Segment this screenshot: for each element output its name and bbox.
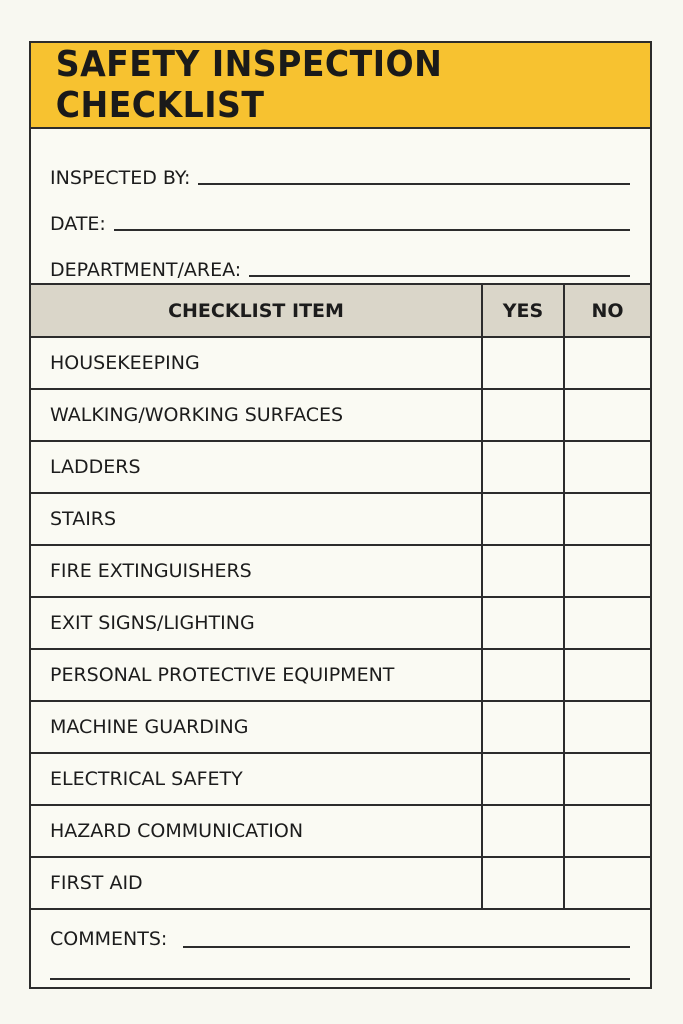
header-no: NO [564, 285, 650, 337]
table-header-row [31, 285, 650, 337]
table-row [31, 805, 650, 857]
no-checkbox[interactable] [564, 389, 650, 441]
inspected-by-label: INSPECTED BY: [50, 167, 191, 189]
no-checkbox[interactable] [564, 753, 650, 805]
item-label: PERSONAL PROTECTIVE EQUIPMENT [31, 649, 482, 701]
no-checkbox[interactable] [564, 701, 650, 753]
item-label: WALKING/WORKING SURFACES [31, 389, 482, 441]
form-title: SAFETY INSPECTION CHECKLIST [55, 44, 443, 126]
yes-checkbox[interactable] [482, 545, 564, 597]
no-checkbox[interactable] [564, 857, 650, 909]
checklist-table [31, 285, 650, 910]
yes-checkbox[interactable] [482, 857, 564, 909]
yes-checkbox[interactable] [482, 493, 564, 545]
comments-label: COMMENTS: [50, 928, 168, 950]
item-label: ELECTRICAL SAFETY [31, 753, 482, 805]
no-checkbox[interactable] [564, 649, 650, 701]
item-label: HAZARD COMMUNICATION [31, 805, 482, 857]
yes-checkbox[interactable] [482, 805, 564, 857]
no-checkbox[interactable] [564, 545, 650, 597]
item-label: FIRE EXTINGUISHERS [31, 545, 482, 597]
inspected-by-row [50, 149, 630, 191]
department-field[interactable] [249, 275, 630, 277]
header-fields [31, 129, 650, 285]
yes-checkbox[interactable] [482, 753, 564, 805]
yes-checkbox[interactable] [482, 649, 564, 701]
comments-row [50, 926, 630, 950]
yes-checkbox[interactable] [482, 441, 564, 493]
item-label: FIRST AID [31, 857, 482, 909]
table-row [31, 389, 650, 441]
date-field[interactable] [114, 229, 630, 231]
comments-field[interactable] [183, 946, 630, 948]
table-row [31, 649, 650, 701]
department-label: DEPARTMENT/AREA: [50, 259, 242, 281]
table-row [31, 753, 650, 805]
date-label: DATE: [50, 213, 106, 235]
table-row [31, 337, 650, 389]
date-row [50, 191, 630, 237]
header-yes: YES [482, 285, 564, 337]
department-row [50, 237, 630, 283]
table-row [31, 597, 650, 649]
yes-checkbox[interactable] [482, 389, 564, 441]
yes-checkbox[interactable] [482, 701, 564, 753]
yes-checkbox[interactable] [482, 337, 564, 389]
no-checkbox[interactable] [564, 805, 650, 857]
item-label: STAIRS [31, 493, 482, 545]
header-checklist-item: CHECKLIST ITEM [31, 285, 482, 337]
no-checkbox[interactable] [564, 441, 650, 493]
item-label: HOUSEKEEPING [31, 337, 482, 389]
inspected-by-field[interactable] [198, 183, 630, 185]
table-row [31, 545, 650, 597]
table-row [31, 441, 650, 493]
no-checkbox[interactable] [564, 597, 650, 649]
comments-section [31, 910, 650, 980]
no-checkbox[interactable] [564, 493, 650, 545]
no-checkbox[interactable] [564, 337, 650, 389]
item-label: LADDERS [31, 441, 482, 493]
yes-checkbox[interactable] [482, 597, 564, 649]
item-label: MACHINE GUARDING [31, 701, 482, 753]
table-row [31, 857, 650, 909]
table-row [31, 493, 650, 545]
table-row [31, 701, 650, 753]
comments-field-line-2[interactable] [50, 978, 630, 980]
checklist-form [29, 41, 652, 989]
title-banner [31, 43, 650, 129]
item-label: EXIT SIGNS/LIGHTING [31, 597, 482, 649]
